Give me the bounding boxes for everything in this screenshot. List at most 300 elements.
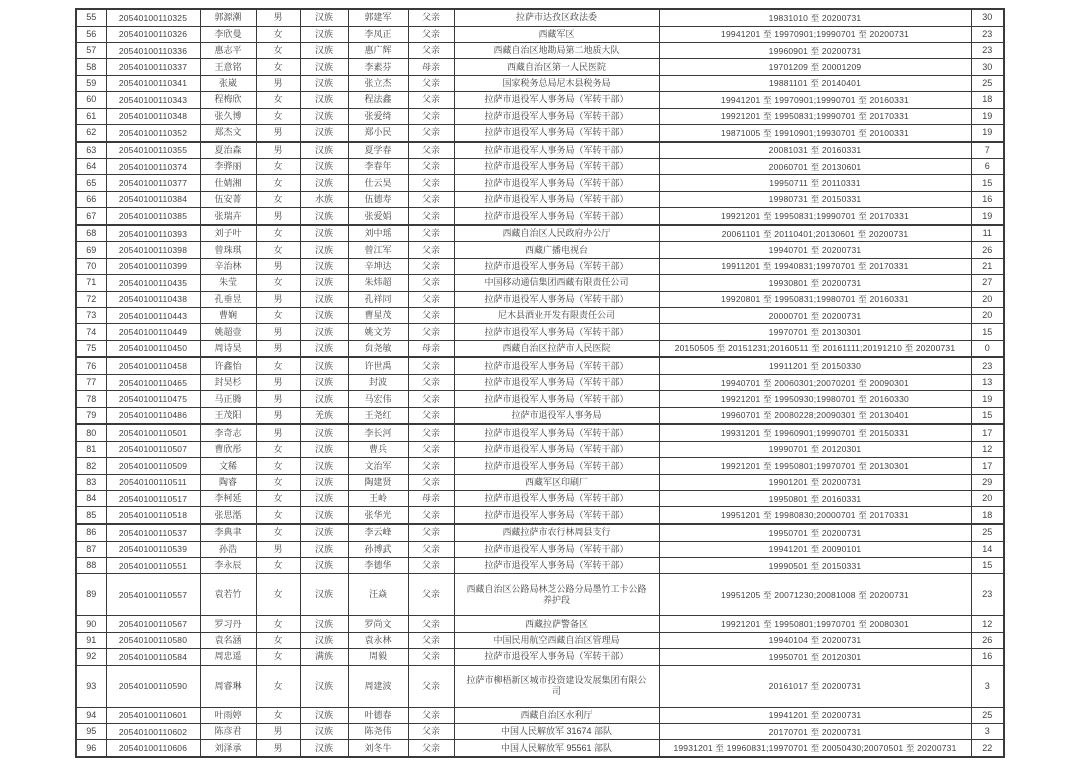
cell-parent-name: 李长河 [348, 424, 408, 441]
cell-row-number: 78 [76, 391, 106, 407]
cell-relation: 父亲 [408, 424, 454, 441]
cell-work-unit: 拉萨市退役军人事务局（军转干部） [454, 159, 659, 175]
cell-record-id: 20540100110475 [106, 391, 200, 407]
cell-relation: 父亲 [408, 557, 454, 573]
cell-years: 16 [971, 191, 1004, 207]
cell-ethnicity: 汉族 [300, 307, 348, 323]
cell-gender: 女 [256, 557, 300, 573]
cell-gender: 男 [256, 391, 300, 407]
cell-parent-name: 许世禹 [348, 357, 408, 374]
cell-period: 19951205 至 20071230;20081008 至 20200731 [659, 574, 971, 616]
cell-parent-name: 张爱绮 [348, 108, 408, 124]
table-row [76, 391, 1004, 407]
cell-gender: 女 [256, 616, 300, 632]
cell-record-id: 20540100110435 [106, 275, 200, 291]
cell-parent-name: 夏学春 [348, 142, 408, 159]
cell-ethnicity: 汉族 [300, 258, 348, 274]
table-row [76, 665, 1004, 707]
cell-gender: 女 [256, 242, 300, 258]
cell-gender: 女 [256, 59, 300, 75]
cell-parent-name: 李云峰 [348, 524, 408, 541]
cell-years: 25 [971, 524, 1004, 541]
cell-ethnicity: 汉族 [300, 225, 348, 242]
cell-gender: 男 [256, 324, 300, 340]
cell-name: 郑杰文 [200, 124, 256, 141]
cell-years: 13 [971, 374, 1004, 390]
cell-record-id: 20540100110517 [106, 491, 200, 507]
cell-row-number: 67 [76, 208, 106, 225]
cell-relation: 父亲 [408, 9, 454, 26]
cell-relation: 父亲 [408, 191, 454, 207]
cell-years: 26 [971, 632, 1004, 648]
cell-work-unit: 拉萨市退役军人事务局（军转干部） [454, 541, 659, 557]
cell-parent-name: 张爱娟 [348, 208, 408, 225]
table-row [76, 26, 1004, 42]
cell-ethnicity: 汉族 [300, 374, 348, 390]
cell-ethnicity: 汉族 [300, 242, 348, 258]
table-row [76, 491, 1004, 507]
cell-years: 29 [971, 474, 1004, 490]
cell-name: 王意铭 [200, 59, 256, 75]
cell-parent-name: 姚文芳 [348, 324, 408, 340]
cell-ethnicity: 汉族 [300, 59, 348, 75]
cell-row-number: 65 [76, 175, 106, 191]
cell-years: 3 [971, 723, 1004, 739]
cell-period: 19941201 至 20090101 [659, 541, 971, 557]
cell-years: 22 [971, 740, 1004, 757]
cell-years: 30 [971, 59, 1004, 75]
cell-ethnicity: 汉族 [300, 142, 348, 159]
cell-relation: 父亲 [408, 108, 454, 124]
cell-row-number: 81 [76, 441, 106, 457]
cell-record-id: 20540100110393 [106, 225, 200, 242]
cell-period: 19920801 至 19950831;19980701 至 20160331 [659, 291, 971, 307]
cell-period: 19960901 至 20200731 [659, 42, 971, 58]
table-row [76, 616, 1004, 632]
cell-gender: 女 [256, 632, 300, 648]
cell-row-number: 89 [76, 574, 106, 616]
cell-relation: 母亲 [408, 340, 454, 357]
table-row [76, 357, 1004, 374]
cell-period: 20170701 至 20200731 [659, 723, 971, 739]
cell-period: 20161017 至 20200731 [659, 665, 971, 707]
cell-work-unit: 拉萨市柳梧新区城市投资建设发展集团有限公司 [454, 665, 659, 707]
cell-period: 19990701 至 20120301 [659, 441, 971, 457]
cell-row-number: 77 [76, 374, 106, 390]
cell-record-id: 20540100110374 [106, 159, 200, 175]
cell-record-id: 20540100110450 [106, 340, 200, 357]
cell-name: 李典聿 [200, 524, 256, 541]
cell-record-id: 20540100110377 [106, 175, 200, 191]
cell-record-id: 20540100110580 [106, 632, 200, 648]
cell-period: 19940701 至 20060301;20070201 至 20090301 [659, 374, 971, 390]
cell-period: 19901201 至 20200731 [659, 474, 971, 490]
cell-ethnicity: 汉族 [300, 357, 348, 374]
cell-name: 孙浩 [200, 541, 256, 557]
cell-work-unit: 拉萨市退役军人事务局（军转干部） [454, 374, 659, 390]
cell-years: 17 [971, 424, 1004, 441]
cell-row-number: 85 [76, 507, 106, 524]
cell-gender: 男 [256, 258, 300, 274]
cell-record-id: 20540100110509 [106, 458, 200, 474]
cell-record-id: 20540100110337 [106, 59, 200, 75]
cell-name: 张瑞卉 [200, 208, 256, 225]
cell-ethnicity: 汉族 [300, 124, 348, 141]
cell-relation: 父亲 [408, 524, 454, 541]
cell-work-unit: 拉萨市退役军人事务局（军转干部） [454, 208, 659, 225]
cell-name: 周忠遥 [200, 649, 256, 665]
cell-ethnicity: 汉族 [300, 616, 348, 632]
cell-name: 张久博 [200, 108, 256, 124]
table-row [76, 275, 1004, 291]
table-row [76, 340, 1004, 357]
cell-gender: 女 [256, 474, 300, 490]
cell-gender: 男 [256, 374, 300, 390]
cell-years: 23 [971, 357, 1004, 374]
table-row [76, 75, 1004, 91]
cell-years: 11 [971, 225, 1004, 242]
cell-ethnicity: 汉族 [300, 26, 348, 42]
cell-period: 19970701 至 20130301 [659, 324, 971, 340]
cell-row-number: 70 [76, 258, 106, 274]
cell-record-id: 20540100110458 [106, 357, 200, 374]
cell-gender: 女 [256, 191, 300, 207]
cell-period: 19940701 至 20200731 [659, 242, 971, 258]
cell-period: 19951201 至 19980830;20000701 至 20170331 [659, 507, 971, 524]
cell-parent-name: 马宏伟 [348, 391, 408, 407]
cell-work-unit: 西藏军区 [454, 26, 659, 42]
cell-parent-name: 刘冬牛 [348, 740, 408, 757]
table-row [76, 574, 1004, 616]
cell-work-unit: 拉萨市退役军人事务局（军转干部） [454, 441, 659, 457]
cell-row-number: 79 [76, 407, 106, 424]
cell-relation: 父亲 [408, 307, 454, 323]
cell-relation: 父亲 [408, 374, 454, 390]
cell-name: 王茂阳 [200, 407, 256, 424]
table-row [76, 42, 1004, 58]
cell-row-number: 93 [76, 665, 106, 707]
cell-relation: 父亲 [408, 616, 454, 632]
table-row [76, 242, 1004, 258]
cell-relation: 父亲 [408, 258, 454, 274]
table-row [76, 707, 1004, 723]
cell-record-id: 20540100110385 [106, 208, 200, 225]
cell-record-id: 20540100110507 [106, 441, 200, 457]
table-row [76, 225, 1004, 242]
cell-years: 15 [971, 557, 1004, 573]
cell-ethnicity: 汉族 [300, 723, 348, 739]
cell-relation: 父亲 [408, 707, 454, 723]
table-row [76, 258, 1004, 274]
table-row [76, 407, 1004, 424]
cell-period: 19950701 至 20120301 [659, 649, 971, 665]
cell-relation: 父亲 [408, 208, 454, 225]
cell-years: 19 [971, 208, 1004, 225]
cell-gender: 女 [256, 159, 300, 175]
cell-row-number: 58 [76, 59, 106, 75]
cell-parent-name: 汪焱 [348, 574, 408, 616]
cell-name: 夏治森 [200, 142, 256, 159]
cell-row-number: 57 [76, 42, 106, 58]
cell-relation: 父亲 [408, 391, 454, 407]
cell-ethnicity: 汉族 [300, 324, 348, 340]
cell-ethnicity: 汉族 [300, 707, 348, 723]
cell-parent-name: 陶建贤 [348, 474, 408, 490]
cell-relation: 父亲 [408, 507, 454, 524]
cell-period: 19911201 至 19940831;19970701 至 20170331 [659, 258, 971, 274]
cell-ethnicity: 汉族 [300, 175, 348, 191]
cell-work-unit: 拉萨市退役军人事务局（军转干部） [454, 175, 659, 191]
cell-relation: 父亲 [408, 474, 454, 490]
cell-ethnicity: 汉族 [300, 75, 348, 91]
cell-record-id: 20540100110601 [106, 707, 200, 723]
cell-years: 3 [971, 665, 1004, 707]
cell-row-number: 71 [76, 275, 106, 291]
cell-name: 周睿琳 [200, 665, 256, 707]
cell-row-number: 74 [76, 324, 106, 340]
cell-period: 20000701 至 20200731 [659, 307, 971, 323]
cell-gender: 女 [256, 307, 300, 323]
cell-parent-name: 李春年 [348, 159, 408, 175]
cell-work-unit: 拉萨市退役军人事务局（军转干部） [454, 258, 659, 274]
cell-parent-name: 叶德春 [348, 707, 408, 723]
cell-name: 周诗昊 [200, 340, 256, 357]
cell-relation: 父亲 [408, 574, 454, 616]
cell-gender: 女 [256, 175, 300, 191]
cell-work-unit: 拉萨市退役军人事务局（军转干部） [454, 458, 659, 474]
cell-work-unit: 拉萨市退役军人事务局（军转干部） [454, 108, 659, 124]
cell-name: 曹娴 [200, 307, 256, 323]
cell-relation: 父亲 [408, 665, 454, 707]
table-row [76, 291, 1004, 307]
cell-ethnicity: 汉族 [300, 632, 348, 648]
cell-name: 陶睿 [200, 474, 256, 490]
cell-parent-name: 文治军 [348, 458, 408, 474]
cell-row-number: 76 [76, 357, 106, 374]
cell-work-unit: 中国移动通信集团西藏有限责任公司 [454, 275, 659, 291]
table-row [76, 159, 1004, 175]
cell-record-id: 20540100110590 [106, 665, 200, 707]
cell-parent-name: 辛坤达 [348, 258, 408, 274]
cell-relation: 父亲 [408, 159, 454, 175]
table-row [76, 208, 1004, 225]
cell-work-unit: 中国人民解放军 95561 部队 [454, 740, 659, 757]
cell-work-unit: 西藏拉萨警备区 [454, 616, 659, 632]
cell-row-number: 91 [76, 632, 106, 648]
cell-period: 19990501 至 20150331 [659, 557, 971, 573]
cell-parent-name: 惠广辉 [348, 42, 408, 58]
cell-years: 18 [971, 92, 1004, 108]
cell-record-id: 20540100110465 [106, 374, 200, 390]
cell-row-number: 63 [76, 142, 106, 159]
cell-relation: 父亲 [408, 92, 454, 108]
cell-name: 姚超壹 [200, 324, 256, 340]
cell-ethnicity: 汉族 [300, 275, 348, 291]
cell-relation: 父亲 [408, 458, 454, 474]
cell-period: 19940104 至 20200731 [659, 632, 971, 648]
records-table [75, 8, 1005, 758]
cell-name: 马正腾 [200, 391, 256, 407]
cell-work-unit: 西藏自治区第一人民医院 [454, 59, 659, 75]
cell-years: 26 [971, 242, 1004, 258]
cell-work-unit: 拉萨市退役军人事务局（军转干部） [454, 357, 659, 374]
cell-row-number: 73 [76, 307, 106, 323]
cell-record-id: 20540100110443 [106, 307, 200, 323]
cell-parent-name: 李素芬 [348, 59, 408, 75]
cell-years: 6 [971, 159, 1004, 175]
cell-years: 15 [971, 324, 1004, 340]
cell-period: 19960701 至 20080228;20090301 至 20130401 [659, 407, 971, 424]
cell-row-number: 82 [76, 458, 106, 474]
cell-ethnicity: 汉族 [300, 340, 348, 357]
cell-period: 19911201 至 20150330 [659, 357, 971, 374]
cell-period: 19921201 至 19950801;19970701 至 20130301 [659, 458, 971, 474]
cell-gender: 女 [256, 649, 300, 665]
cell-work-unit: 中国人民解放军 31674 部队 [454, 723, 659, 739]
cell-ethnicity: 汉族 [300, 491, 348, 507]
cell-name: 李骅丽 [200, 159, 256, 175]
cell-relation: 父亲 [408, 42, 454, 58]
cell-row-number: 55 [76, 9, 106, 26]
cell-parent-name: 贠尧敏 [348, 340, 408, 357]
cell-ethnicity: 汉族 [300, 524, 348, 541]
table-row [76, 474, 1004, 490]
cell-name: 袁若竹 [200, 574, 256, 616]
cell-record-id: 20540100110325 [106, 9, 200, 26]
cell-work-unit: 国家税务总局尼木县税务局 [454, 75, 659, 91]
cell-period: 20060701 至 20130601 [659, 159, 971, 175]
cell-gender: 男 [256, 208, 300, 225]
cell-work-unit: 拉萨市退役军人事务局 [454, 407, 659, 424]
cell-years: 20 [971, 491, 1004, 507]
cell-ethnicity: 汉族 [300, 740, 348, 757]
cell-ethnicity: 汉族 [300, 474, 348, 490]
cell-record-id: 20540100110501 [106, 424, 200, 441]
cell-record-id: 20540100110606 [106, 740, 200, 757]
cell-record-id: 20540100110341 [106, 75, 200, 91]
cell-name: 袁名涵 [200, 632, 256, 648]
table-row [76, 92, 1004, 108]
cell-name: 惠志平 [200, 42, 256, 58]
table-row [76, 441, 1004, 457]
cell-period: 19871005 至 19910901;19930701 至 20100331 [659, 124, 971, 141]
cell-work-unit: 拉萨市退役军人事务局（军转干部） [454, 507, 659, 524]
cell-row-number: 60 [76, 92, 106, 108]
cell-gender: 女 [256, 225, 300, 242]
cell-gender: 女 [256, 92, 300, 108]
cell-record-id: 20540100110584 [106, 649, 200, 665]
cell-years: 7 [971, 142, 1004, 159]
cell-work-unit: 拉萨市达孜区政法委 [454, 9, 659, 26]
cell-relation: 父亲 [408, 275, 454, 291]
cell-gender: 女 [256, 26, 300, 42]
cell-years: 20 [971, 307, 1004, 323]
cell-ethnicity: 汉族 [300, 92, 348, 108]
cell-relation: 父亲 [408, 175, 454, 191]
cell-relation: 父亲 [408, 75, 454, 91]
records-table-body [76, 9, 1004, 757]
cell-name: 曹欣彤 [200, 441, 256, 457]
table-row [76, 557, 1004, 573]
cell-gender: 女 [256, 707, 300, 723]
cell-row-number: 92 [76, 649, 106, 665]
cell-row-number: 90 [76, 616, 106, 632]
cell-parent-name: 曹兵 [348, 441, 408, 457]
cell-relation: 母亲 [408, 59, 454, 75]
cell-gender: 男 [256, 340, 300, 357]
cell-work-unit: 西藏自治区人民政府办公厅 [454, 225, 659, 242]
cell-period: 19950701 至 20200731 [659, 524, 971, 541]
cell-row-number: 62 [76, 124, 106, 141]
cell-relation: 父亲 [408, 723, 454, 739]
table-row [76, 507, 1004, 524]
cell-parent-name: 袁永林 [348, 632, 408, 648]
cell-work-unit: 西藏自治区地勘局第二地质大队 [454, 42, 659, 58]
table-row [76, 374, 1004, 390]
table-row [76, 632, 1004, 648]
cell-row-number: 80 [76, 424, 106, 441]
table-row [76, 59, 1004, 75]
cell-record-id: 20540100110343 [106, 92, 200, 108]
cell-period: 19831010 至 20200731 [659, 9, 971, 26]
cell-name: 仕婧湘 [200, 175, 256, 191]
cell-name: 辛治林 [200, 258, 256, 274]
cell-record-id: 20540100110567 [106, 616, 200, 632]
cell-years: 18 [971, 507, 1004, 524]
cell-gender: 女 [256, 108, 300, 124]
cell-ethnicity: 汉族 [300, 208, 348, 225]
cell-gender: 女 [256, 524, 300, 541]
cell-parent-name: 朱炜超 [348, 275, 408, 291]
cell-years: 30 [971, 9, 1004, 26]
cell-period: 19931201 至 19960901;19990701 至 20150331 [659, 424, 971, 441]
cell-work-unit: 拉萨市退役军人事务局（军转干部） [454, 142, 659, 159]
cell-row-number: 72 [76, 291, 106, 307]
cell-parent-name: 罗尚文 [348, 616, 408, 632]
table-row [76, 424, 1004, 441]
cell-gender: 女 [256, 275, 300, 291]
cell-name: 罗习丹 [200, 616, 256, 632]
cell-relation: 父亲 [408, 242, 454, 258]
cell-work-unit: 西藏自治区拉萨市人民医院 [454, 340, 659, 357]
cell-period: 19921201 至 19950831;19990701 至 20170331 [659, 208, 971, 225]
table-row [76, 307, 1004, 323]
cell-gender: 男 [256, 424, 300, 441]
cell-record-id: 20540100110539 [106, 541, 200, 557]
cell-record-id: 20540100110348 [106, 108, 200, 124]
cell-ethnicity: 满族 [300, 649, 348, 665]
cell-gender: 男 [256, 142, 300, 159]
cell-parent-name: 曾江军 [348, 242, 408, 258]
cell-period: 20061101 至 20110401;20130601 至 20200731 [659, 225, 971, 242]
cell-relation: 父亲 [408, 441, 454, 457]
cell-relation: 父亲 [408, 124, 454, 141]
table-row [76, 142, 1004, 159]
cell-row-number: 69 [76, 242, 106, 258]
cell-gender: 男 [256, 124, 300, 141]
cell-record-id: 20540100110336 [106, 42, 200, 58]
cell-work-unit: 拉萨市退役军人事务局（军转干部） [454, 124, 659, 141]
cell-years: 16 [971, 649, 1004, 665]
cell-work-unit: 西藏自治区水利厅 [454, 707, 659, 723]
table-row [76, 324, 1004, 340]
cell-name: 刘子叶 [200, 225, 256, 242]
cell-row-number: 96 [76, 740, 106, 757]
cell-record-id: 20540100110486 [106, 407, 200, 424]
cell-parent-name: 郑小民 [348, 124, 408, 141]
cell-parent-name: 陈尧伟 [348, 723, 408, 739]
cell-ethnicity: 汉族 [300, 441, 348, 457]
